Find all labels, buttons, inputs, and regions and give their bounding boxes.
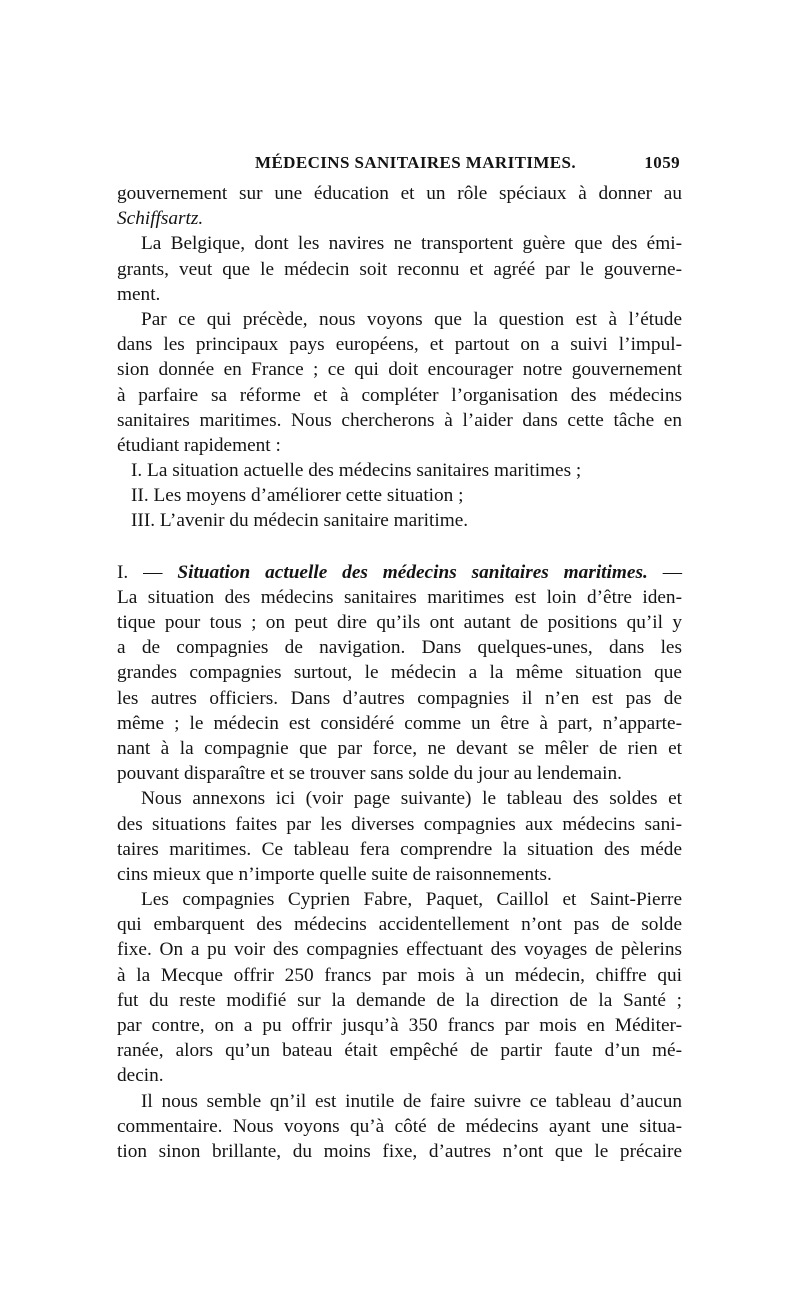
page-number: 1059 <box>644 153 680 172</box>
text-line: fixe. On a pu voir des compagnies effectuant des voyages de pèlerins <box>117 939 682 961</box>
text-line: tion sinon brillante, du moins fixe, d’autres n’ont que le précaire <box>117 1140 682 1162</box>
text-line: sion donnée en France ; ce qui doit encourager notre gouvernement <box>117 359 682 381</box>
text-line: La Belgique, dont les navires ne transportent guère que des émi- <box>141 233 682 255</box>
paragraph-6 <box>117 887 682 1089</box>
list-item: III. L’avenir du médecin sanitaire maritime. <box>131 510 469 532</box>
text-line: par contre, on a pu offrir jusqu’à 350 francs par mois en Méditer- <box>117 1015 682 1036</box>
paragraph-5 <box>117 786 682 887</box>
text-line: nant à la compagnie que par force, ne devant se mêler de rien et <box>117 737 682 759</box>
text-line: Nous annexons ici (voir page suivante) le tableau des soldes et <box>141 788 682 810</box>
text-line: les autres officiers. Dans d’autres compagnies il n’en est pas de <box>117 687 682 709</box>
text-line: qui embarquent des médecins accidentellement n’ont pas de solde <box>117 914 682 936</box>
text-line: à parfaire sa réforme et à compléter l’organisation des médecins <box>117 384 682 406</box>
text-line: taires maritimes. Ce tableau fera comprendre la situation des méde <box>117 838 682 860</box>
paragraph-2 <box>117 231 682 307</box>
text-line: Il nous semble qn’il est inutile de faire suivre ce tableau d’aucun <box>141 1090 682 1112</box>
text-line: commentaire. Nous voyons qu’à côté de médecins ayant une situa- <box>117 1115 682 1137</box>
section-dash: — <box>647 561 682 583</box>
list-item: II. Les moyens d’améliorer cette situation ; <box>131 485 464 507</box>
text-line: Les compagnies Cyprien Fabre, Paquet, Caillol et Saint-Pierre <box>141 889 682 911</box>
text-line: dans les principaux pays européens, et partout on a suivi l’impul- <box>117 334 682 356</box>
section-spacer <box>117 534 682 560</box>
text-line: pouvant disparaître et se trouver sans solde du jour au lendemain. <box>117 763 622 785</box>
text-line: cins mieux que n’importe quelle suite de raisonnements. <box>117 863 552 885</box>
paragraph-7 <box>117 1089 682 1165</box>
text-line: grants, veut que le médecin soit reconnu et agréé par le gouverne- <box>117 258 682 280</box>
text-line: à la Mecque offrir 250 francs par mois à un médecin, chiffre qui <box>117 964 682 986</box>
running-title: MÉDECINS SANITAIRES MARITIMES. <box>255 153 577 172</box>
text-line: decin. <box>117 1065 164 1087</box>
list-item: I. La situation actuelle des médecins sanitaires maritimes ; <box>131 460 582 482</box>
section-number: I. — <box>117 561 178 583</box>
text-line: des situations faites par les diverses compagnies aux médecins sani- <box>117 813 682 835</box>
paragraph-4 <box>117 585 682 787</box>
text-line: même ; le médecin est considéré comme un être à part, n’apparte- <box>117 712 682 734</box>
outline-list <box>117 458 682 534</box>
text-line: gouvernement sur une éducation et un rôle spéciaux à donner au <box>117 183 682 204</box>
text-line: La situation des médecins sanitaires maritimes est loin d’être iden- <box>117 586 682 608</box>
section-title: Situation actuelle des médecins sanitaires maritimes. <box>177 561 648 583</box>
text-line: sanitaires maritimes. Nous chercherons à l’aider dans cette tâche en <box>117 409 682 431</box>
text-line: étudiant rapidement : <box>117 434 281 456</box>
text-line: Schiffsartz. <box>117 208 204 230</box>
paragraph-3 <box>117 307 682 458</box>
text-line: Par ce qui précède, nous voyons que la question est à l’étude <box>141 308 682 330</box>
section-heading <box>117 560 682 585</box>
text-line: fut du reste modifié sur la demande de la direction de la Santé ; <box>117 989 682 1011</box>
page-header <box>117 150 680 176</box>
paragraph-1 <box>117 181 682 231</box>
text-line: grandes compagnies surtout, le médecin a la même situation que <box>117 662 682 684</box>
text-line: ment. <box>117 283 161 305</box>
body-text <box>117 181 682 1164</box>
text-line: ranée, alors qu’un bateau était empêché de partir faute d’un mé- <box>117 1040 682 1062</box>
text-line: a de compagnies de navigation. Dans quelques-unes, dans les <box>117 637 682 659</box>
text-line: tique pour tous ; on peut dire qu’ils ont autant de positions qu’il y <box>117 612 682 633</box>
